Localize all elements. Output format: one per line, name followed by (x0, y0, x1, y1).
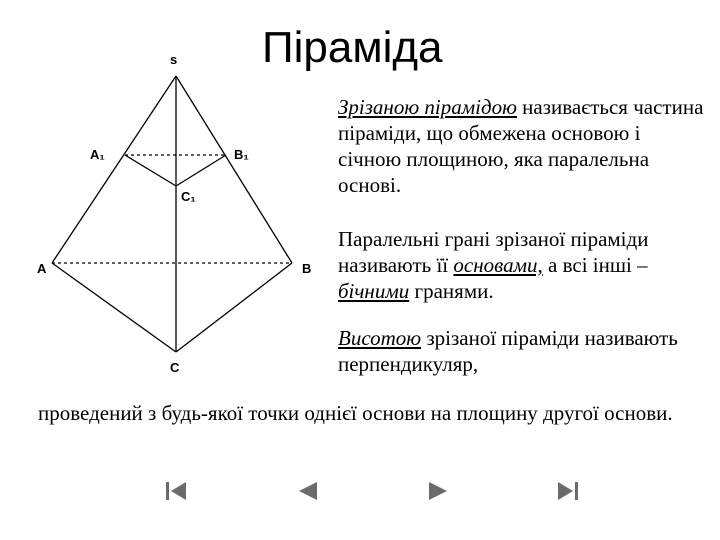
faces-lead-text: Паралельні грані зрізаної піраміди називають її (338, 227, 649, 277)
term-lateral: бічними (338, 279, 410, 303)
paragraph-height (338, 325, 708, 377)
label-s: s (170, 52, 178, 67)
edge-b-c (176, 263, 292, 352)
edge-a1-c1 (125, 155, 176, 186)
label-b: B (302, 261, 312, 276)
paragraph-faces (338, 226, 708, 304)
last-slide-icon[interactable] (556, 479, 580, 503)
label-b1: B₁ (234, 147, 249, 162)
height-text: зрізаної піраміди називають перпендикуляр, (338, 326, 678, 376)
term-truncated-pyramid: Зрізаною пірамідою (338, 95, 517, 119)
faces-tail-text: гранями. (409, 279, 494, 303)
edge-s-a (52, 76, 176, 263)
paragraph-definition (338, 94, 708, 198)
term-height: Висотою (338, 326, 422, 350)
previous-slide-icon[interactable] (296, 479, 320, 503)
edge-b1-c1 (176, 155, 226, 186)
faces-mid-text: а всі інші – (542, 253, 648, 277)
label-c1: C₁ (181, 189, 196, 204)
label-a: A (37, 261, 47, 276)
definition-text: називається частина піраміди, що обмежена основою і січною площиною, яка паралельна основі. (338, 95, 704, 197)
next-slide-icon[interactable] (426, 479, 450, 503)
edge-s-b (176, 76, 292, 263)
paragraph-height-continued: проведений з будь-якої точки однієї основи на площину другої основи. (38, 401, 673, 425)
first-slide-icon[interactable] (164, 479, 188, 503)
label-c: C (170, 360, 180, 375)
slide-title: Піраміда (262, 23, 443, 72)
label-a1: A₁ (90, 147, 105, 162)
edge-a-c (52, 263, 176, 352)
term-bases: основами, (453, 253, 543, 277)
